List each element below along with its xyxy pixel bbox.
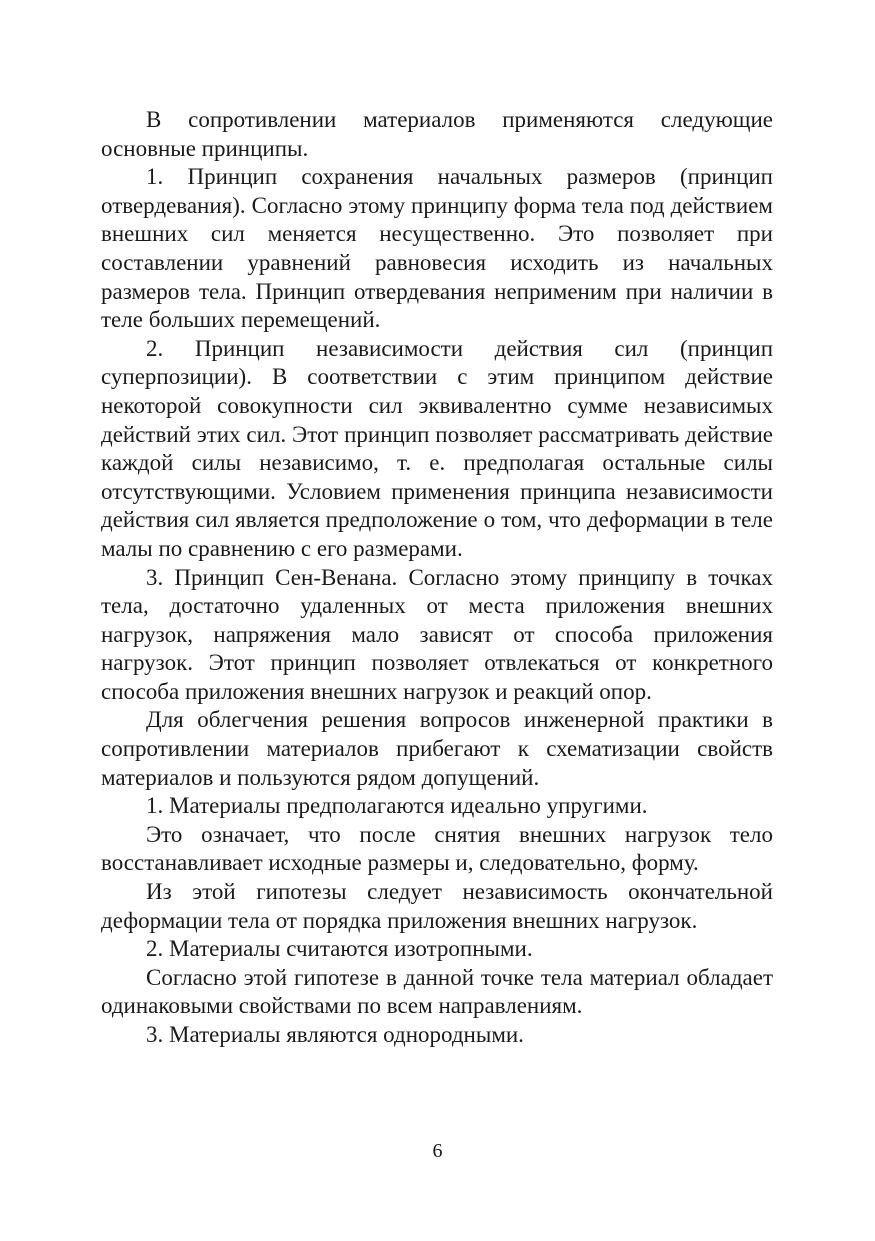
paragraph-assumption-1: 1. Материалы предполагаются идеально упругими.	[146, 793, 648, 819]
paragraph-principle-2: 2. Принцип независимости действия сил (принцип суперпозиции). В соответствии с этим принципом действие некоторой совокупности сил эквивалентно сумме независимых действий этих сил. Этот принцип позволяет рассматривать действие каждой силы независимо, т. е. предполагая остальные силы отсутствующими. Условием применения принципа независимости действия сил является предположение о том, что деформации в теле малы по сравнению с его размерами.	[101, 335, 773, 561]
paragraph-assumption-1-consequence: Из этой гипотезы следует независимость окончательной деформации тела от порядка приложения внешних нагрузок.	[101, 879, 773, 933]
paragraph-principle-1: 1. Принцип сохранения начальных размеров (принцип отвердевания). Согласно этому принципу форма тела под действием внешних сил меняется несущественно. Это позволяет при составлении уравнений равновесия исходить из начальных размеров тела. Принцип отвердевания неприменим при наличии в теле больших перемещений.	[101, 164, 773, 333]
paragraph-principle-3: 3. Принцип Сен-Венана. Согласно этому принципу в точках тела, достаточно удаленных от места приложения внешних нагрузок, напряжения мало зависят от способа приложения нагрузок. Этот принцип позволяет отвлекаться от конкретного способа приложения внешних нагрузок и реакций опор.	[101, 564, 773, 704]
paragraph-assumption-2-explain: Согласно этой гипотезе в данной точке тела материал обладает одинаковыми свойствами по всем направлениям.	[101, 964, 773, 1019]
paragraph-assumption-3: 3. Материалы являются однородными.	[146, 1022, 524, 1047]
page-body	[101, 106, 773, 1050]
page-number: 6	[432, 1140, 443, 1162]
paragraph-assumption-2: 2. Материалы считаются изотропными.	[146, 936, 533, 962]
paragraph-assumption-1-explain: Это означает, что после снятия внешних нагрузок тело восстанавливает исходные размеры и, следовательно, форму.	[101, 821, 773, 876]
paragraph-intro: В сопротивлении материалов применяются следующие основные принципы.	[101, 107, 773, 161]
paragraph-assumptions-intro: Для облегчения решения вопросов инженерной практики в сопротивлении материалов прибегают к схематизации свойств материалов и пользуются рядом допущений.	[101, 707, 773, 790]
